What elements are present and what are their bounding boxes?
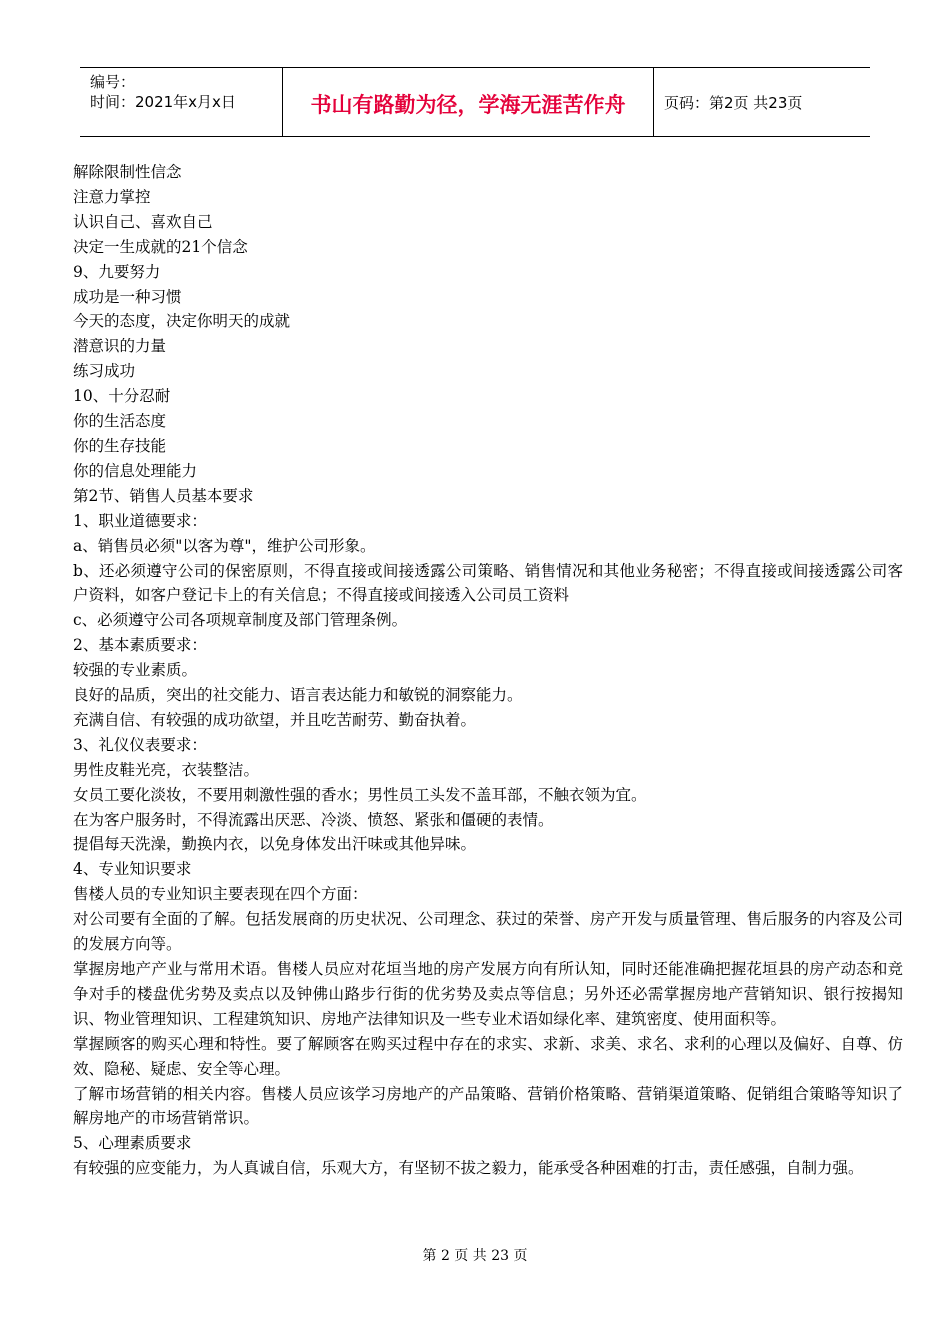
subsection-heading: 4、专业知识要求 — [73, 860, 192, 879]
body-paragraph: 掌握房地产产业与常用术语。售楼人员应对花垣当地的房产发展方向有所认知，同时还能准确把握花垣县的房产动态和竞争对手的楼盘优劣势及卖点以及钟佛山路步行街的优劣势及卖点等信息；另外还必需掌握房地产营销知识、银行按揭知识、物业管理知识、工程建筑知识、房地产法律知识及一些专业术语如绿化率、建筑密度、使用面积等。 — [73, 960, 903, 1028]
subsection-heading: 5、心理素质要求 — [73, 1134, 192, 1153]
body-line: 充满自信、有较强的成功欲望，并且吃苦耐劳、勤奋执着。 — [73, 710, 477, 729]
page-header — [80, 67, 870, 137]
body-line: 提倡每天洗澡，勤换内衣，以免身体发出汗味或其他异味。 — [73, 835, 477, 854]
body-paragraph: b、还必须遵守公司的保密原则，不得直接或间接透露公司策略、销售情况和其他业务秘密；不得直接或间接透露公司客户资料，如客户登记卡上的有关信息；不得直接或间接透入公司员工资料 — [73, 561, 903, 605]
body-line: 女员工要化淡妆，不要用刺激性强的香水；男性员工头发不盖耳部，不触衣领为宜。 — [73, 785, 647, 804]
body-line: 成功是一种习惯 — [73, 287, 182, 306]
body-line: 潜意识的力量 — [73, 337, 167, 356]
body-line: 练习成功 — [73, 362, 136, 381]
document-time: 时间：2021年x月x日 — [90, 93, 236, 111]
section-heading: 10、十分忍耐 — [73, 387, 171, 406]
subsection-heading: 2、基本素质要求： — [73, 636, 207, 655]
body-line: 售楼人员的专业知识主要表现在四个方面： — [73, 885, 368, 904]
body-paragraph: 对公司要有全面的了解。包括发展商的历史状况、公司理念、获过的荣誉、房产开发与质量管理、售后服务的内容及公司的发展方向等。 — [73, 910, 903, 954]
document-body — [73, 160, 903, 1181]
subsection-heading: 1、职业道德要求： — [73, 511, 207, 530]
subsection-heading: 3、礼仪仪表要求： — [73, 735, 207, 754]
footer-page-number: 第 2 页 共 23 页 — [422, 1248, 528, 1264]
header-motto: 书山有路勤为径，学海无涯苦作舟 — [310, 93, 626, 117]
body-line: 今天的态度，决定你明天的成就 — [73, 312, 291, 331]
body-line: 决定一生成就的21个信念 — [73, 237, 248, 256]
body-line: c、必须遵守公司各项规章制度及部门管理条例。 — [73, 611, 408, 630]
header-meta — [80, 68, 282, 136]
page-footer — [0, 1245, 950, 1265]
body-line: 注意力掌控 — [73, 187, 151, 206]
body-paragraph: 掌握顾客的购买心理和特性。要了解顾客在购买过程中存在的求实、求新、求美、求名、求利的心理以及偏好、自尊、仿效、隐秘、疑虑、安全等心理。 — [73, 1034, 903, 1078]
body-line: 你的生存技能 — [73, 436, 167, 455]
body-line: 认识自己、喜欢自己 — [73, 212, 213, 231]
section-heading: 第2节、销售人员基本要求 — [73, 486, 254, 505]
body-line: 解除限制性信念 — [73, 163, 182, 181]
document-number: 编号： — [90, 73, 136, 91]
body-line: 在为客户服务时，不得流露出厌恶、冷淡、愤怒、紧张和僵硬的表情。 — [73, 810, 554, 829]
header-page-number: 页码：第2页 共23页 — [664, 93, 803, 112]
body-line: 你的生活态度 — [73, 412, 167, 431]
body-paragraph: 有较强的应变能力，为人真诚自信，乐观大方，有坚韧不拔之毅力，能承受各种困难的打击，责任感强，自制力强。 — [73, 1159, 864, 1178]
header-motto-cell — [282, 68, 654, 136]
body-line: 良好的品质，突出的社交能力、语言表达能力和敏锐的洞察能力。 — [73, 686, 523, 705]
body-line: 较强的专业素质。 — [73, 661, 198, 680]
body-line: 你的信息处理能力 — [73, 461, 198, 480]
body-line: 男性皮鞋光亮，衣装整洁。 — [73, 760, 260, 779]
section-heading: 9、九要努力 — [73, 262, 161, 281]
header-page-cell — [654, 68, 870, 136]
body-paragraph: 了解市场营销的相关内容。售楼人员应该学习房地产的产品策略、营销价格策略、营销渠道策略、促销组合策略等知识了解房地产的市场营销常识。 — [73, 1084, 903, 1128]
body-line: a、销售员必须"以客为尊"，维护公司形象。 — [73, 536, 376, 555]
